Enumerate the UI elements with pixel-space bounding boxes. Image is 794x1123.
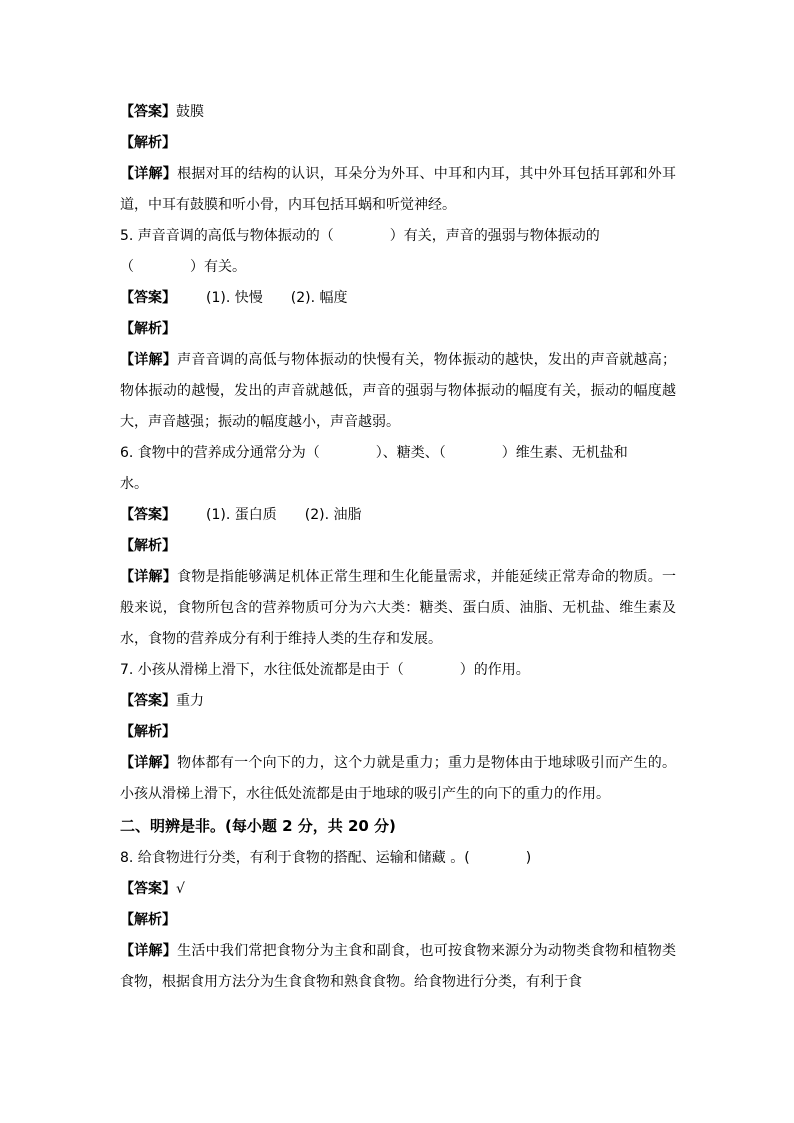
q5-detail bbox=[120, 345, 676, 438]
q7-question-line1: 7. 小孩从滑梯上滑下，水往低处流都是由于（ ）的作用。 bbox=[120, 662, 530, 678]
detail-tag: 【详解】 bbox=[120, 569, 178, 585]
q6-answer-1: (1). 蛋白质 bbox=[206, 507, 277, 523]
q6-answer bbox=[120, 500, 676, 531]
q8-detail-text: 生活中我们常把食物分为主食和副食，也可按食物来源分为动物类食物和植物类食物，根据食用方法分为生食食物和熟食食物。给食物进行分类，有利于食 bbox=[120, 943, 677, 990]
answer-tag: 【答案】 bbox=[120, 104, 176, 120]
q4-detail bbox=[120, 159, 676, 221]
q5-answer bbox=[120, 283, 676, 314]
q4-answer-text: 鼓膜 bbox=[176, 104, 204, 120]
q7-detail-text: 物体都有一个向下的力，这个力就是重力；重力是物体由于地球吸引而产生的。小孩从滑梯上滑下，水往低处流都是由于地球的吸引产生的向下的重力的作用。 bbox=[120, 755, 677, 802]
q5-question-line1: 5. 声音音调的高低与物体振动的（ ）有关，声音的强弱与物体振动的 bbox=[120, 228, 600, 244]
detail-tag: 【详解】 bbox=[120, 166, 178, 182]
q5-answer-2: (2). 幅度 bbox=[290, 290, 348, 306]
analysis-tag: 【解析】 bbox=[120, 724, 176, 740]
q6-answer-2: (2). 油脂 bbox=[304, 507, 362, 523]
q7-answer bbox=[120, 686, 676, 717]
analysis-tag: 【解析】 bbox=[120, 321, 176, 337]
q5-answer-1: (1). 快慢 bbox=[206, 290, 263, 306]
q7-analysis bbox=[120, 717, 676, 748]
analysis-tag: 【解析】 bbox=[120, 538, 176, 554]
answer-tag: 【答案】 bbox=[120, 507, 176, 523]
q5-analysis bbox=[120, 314, 676, 345]
q4-answer bbox=[120, 97, 676, 128]
q6-question-line2: 水。 bbox=[120, 476, 148, 492]
q6-analysis bbox=[120, 531, 676, 562]
detail-tag: 【详解】 bbox=[120, 943, 178, 959]
detail-tag: 【详解】 bbox=[120, 352, 178, 368]
detail-tag: 【详解】 bbox=[120, 755, 178, 771]
answer-tag: 【答案】 bbox=[120, 693, 176, 709]
q8-detail bbox=[120, 936, 676, 998]
answer-tag: 【答案】 bbox=[120, 290, 176, 306]
section-heading: 二、明辨是非。(每小题 2 分，共 20 分) bbox=[120, 817, 396, 835]
analysis-tag: 【解析】 bbox=[120, 135, 176, 151]
q8-answer-checkmark: √ bbox=[176, 881, 185, 897]
analysis-tag: 【解析】 bbox=[120, 912, 176, 928]
q6-question-line1: 6. 食物中的营养成分通常分为（ ）、糖类、（ ）维生素、无机盐和 bbox=[120, 445, 628, 461]
q6-detail-text: 食物是指能够满足机体正常生理和生化能量需求，并能延续正常寿命的物质。一般来说，食物所包含的营养物质可分为六大类：糖类、蛋白质、油脂、无机盐、维生素及水，食物的营养成分有利于维持人类的生存和发展。 bbox=[120, 569, 677, 647]
q6-detail bbox=[120, 562, 676, 655]
document-content bbox=[120, 97, 676, 998]
q8-question-line1: 8. 给食物进行分类，有利于食物的搭配、运输和储藏 。( ) bbox=[120, 850, 532, 866]
q7-detail bbox=[120, 748, 676, 810]
q4-detail-text: 根据对耳的结构的认识，耳朵分为外耳、中耳和内耳，其中外耳包括耳郭和外耳道，中耳有鼓膜和听小骨，内耳包括耳蜗和听觉神经。 bbox=[120, 166, 677, 213]
q4-analysis bbox=[120, 128, 676, 159]
q8-analysis bbox=[120, 905, 676, 936]
q8-answer bbox=[120, 874, 676, 905]
answer-tag: 【答案】 bbox=[120, 881, 176, 897]
q7-answer-text: 重力 bbox=[176, 693, 204, 709]
q5-detail-text: 声音音调的高低与物体振动的快慢有关，物体振动的越快，发出的声音就越高；物体振动的越慢，发出的声音就越低，声音的强弱与物体振动的幅度有关，振动的幅度越大，声音越强；振动的幅度越小，声音越弱。 bbox=[120, 352, 677, 430]
q5-question-line2: （ ）有关。 bbox=[120, 259, 246, 275]
